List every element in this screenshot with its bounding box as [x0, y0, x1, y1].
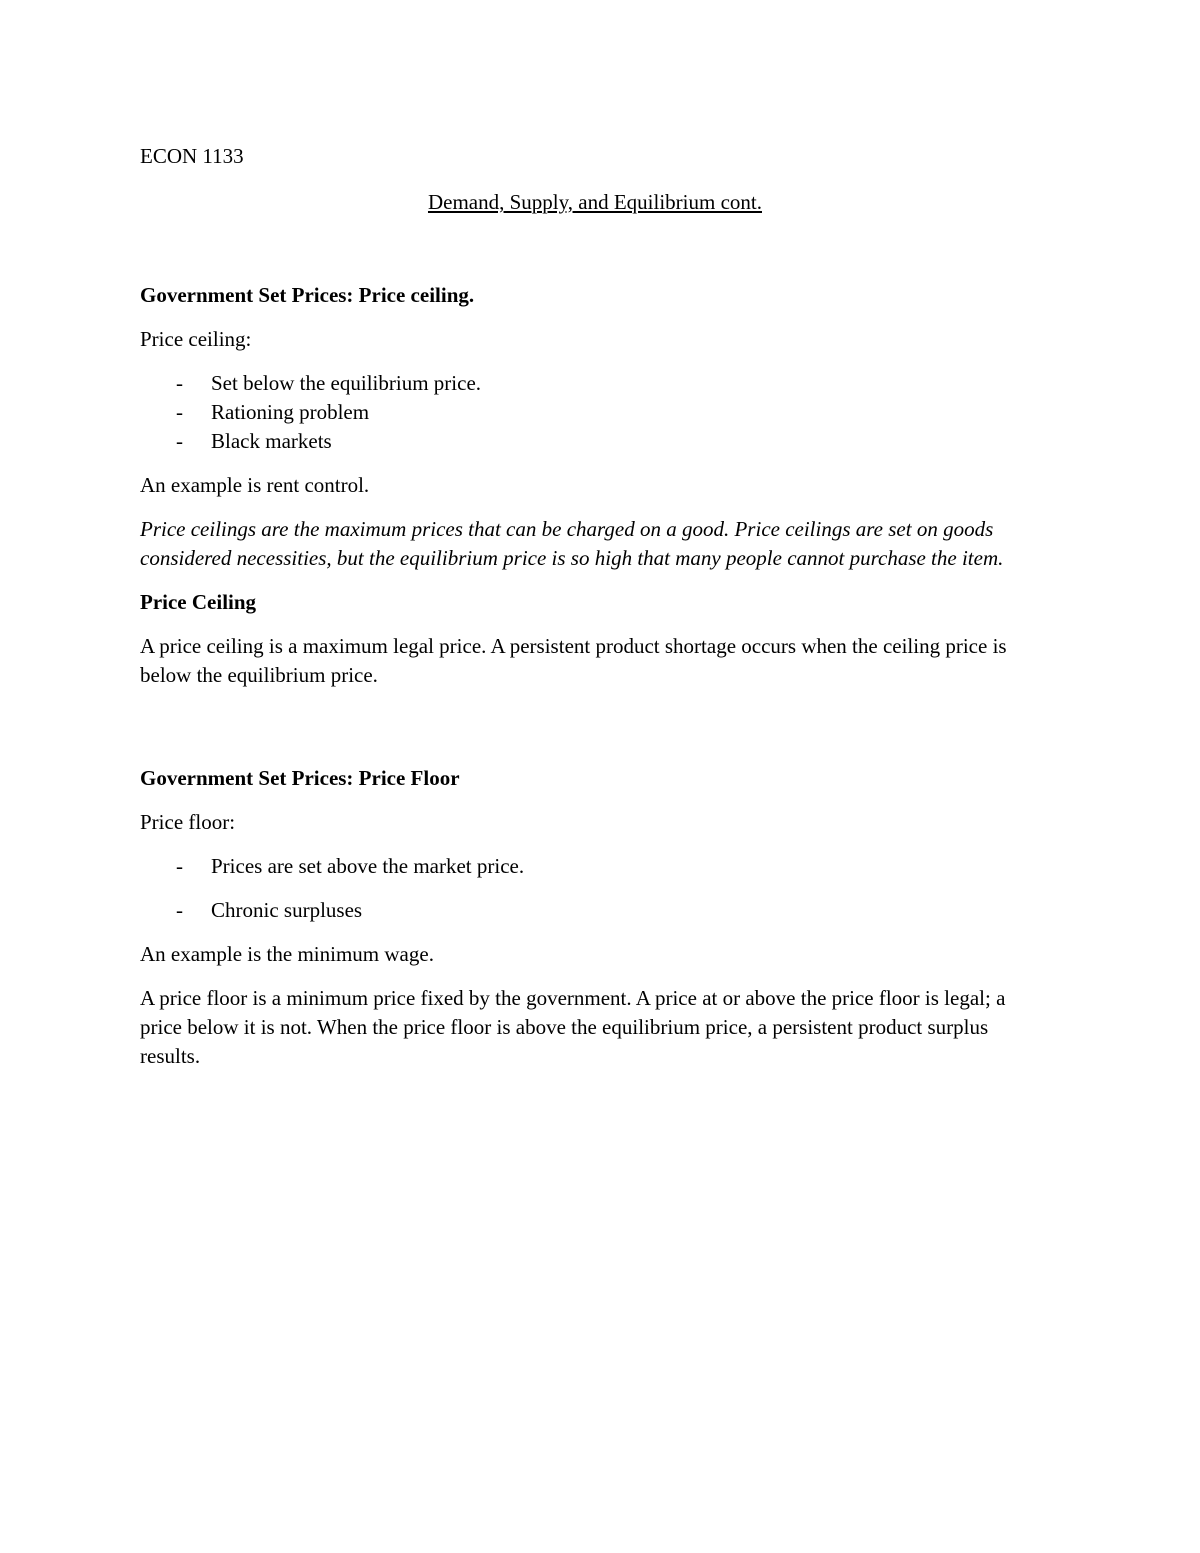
list-item [140, 369, 1050, 398]
section-heading-price-ceiling-govt: Government Set Prices: Price ceiling. [140, 283, 475, 307]
price-ceiling-text: A price ceiling is a maximum legal price. A persistent product shortage occurs when the ceiling price is below the equilibrium price. [140, 634, 1007, 687]
document-title [140, 188, 1050, 217]
price-floor-bullet-list [140, 852, 1050, 925]
section-heading-price-floor-govt: Government Set Prices: Price Floor [140, 766, 460, 790]
course-code: ECON 1133 [140, 144, 244, 168]
list-item [140, 398, 1050, 427]
price-floor-intro: Price floor: [140, 810, 236, 834]
price-ceiling-definition: Price ceilings are the maximum prices that can be charged on a good. Price ceilings are set on goods considered necessities, but the equilibrium price is so high that many people cannot purchase the item. [140, 517, 1004, 570]
bullet-dash: - [176, 400, 183, 424]
list-item-text: Set below the equilibrium price. [211, 371, 482, 395]
section-heading-price-ceiling: Price Ceiling [140, 590, 257, 614]
bullet-dash: - [176, 898, 183, 922]
price-floor-example: An example is the minimum wage. [140, 942, 434, 966]
price-ceiling-example: An example is rent control. [140, 473, 370, 497]
price-ceiling-bullet-list [140, 369, 1050, 456]
document-page [140, 142, 1050, 1071]
list-item [140, 852, 1050, 881]
list-item-text: Black markets [211, 429, 332, 453]
list-item [140, 427, 1050, 456]
bullet-dash: - [176, 371, 183, 395]
bullet-dash: - [176, 429, 183, 453]
list-item-text: Prices are set above the market price. [211, 854, 525, 878]
list-item-text: Chronic surpluses [211, 898, 363, 922]
price-floor-text: A price floor is a minimum price fixed by the government. A price at or above the price floor is legal; a price below it is not. When the price floor is above the equilibrium price, a persistent product surplus results. [140, 986, 1006, 1068]
price-ceiling-intro: Price ceiling: [140, 327, 252, 351]
bullet-dash: - [176, 854, 183, 878]
list-item-text: Rationing problem [211, 400, 370, 424]
list-item [140, 896, 1050, 925]
document-title-text: Demand, Supply, and Equilibrium cont. [427, 190, 762, 214]
